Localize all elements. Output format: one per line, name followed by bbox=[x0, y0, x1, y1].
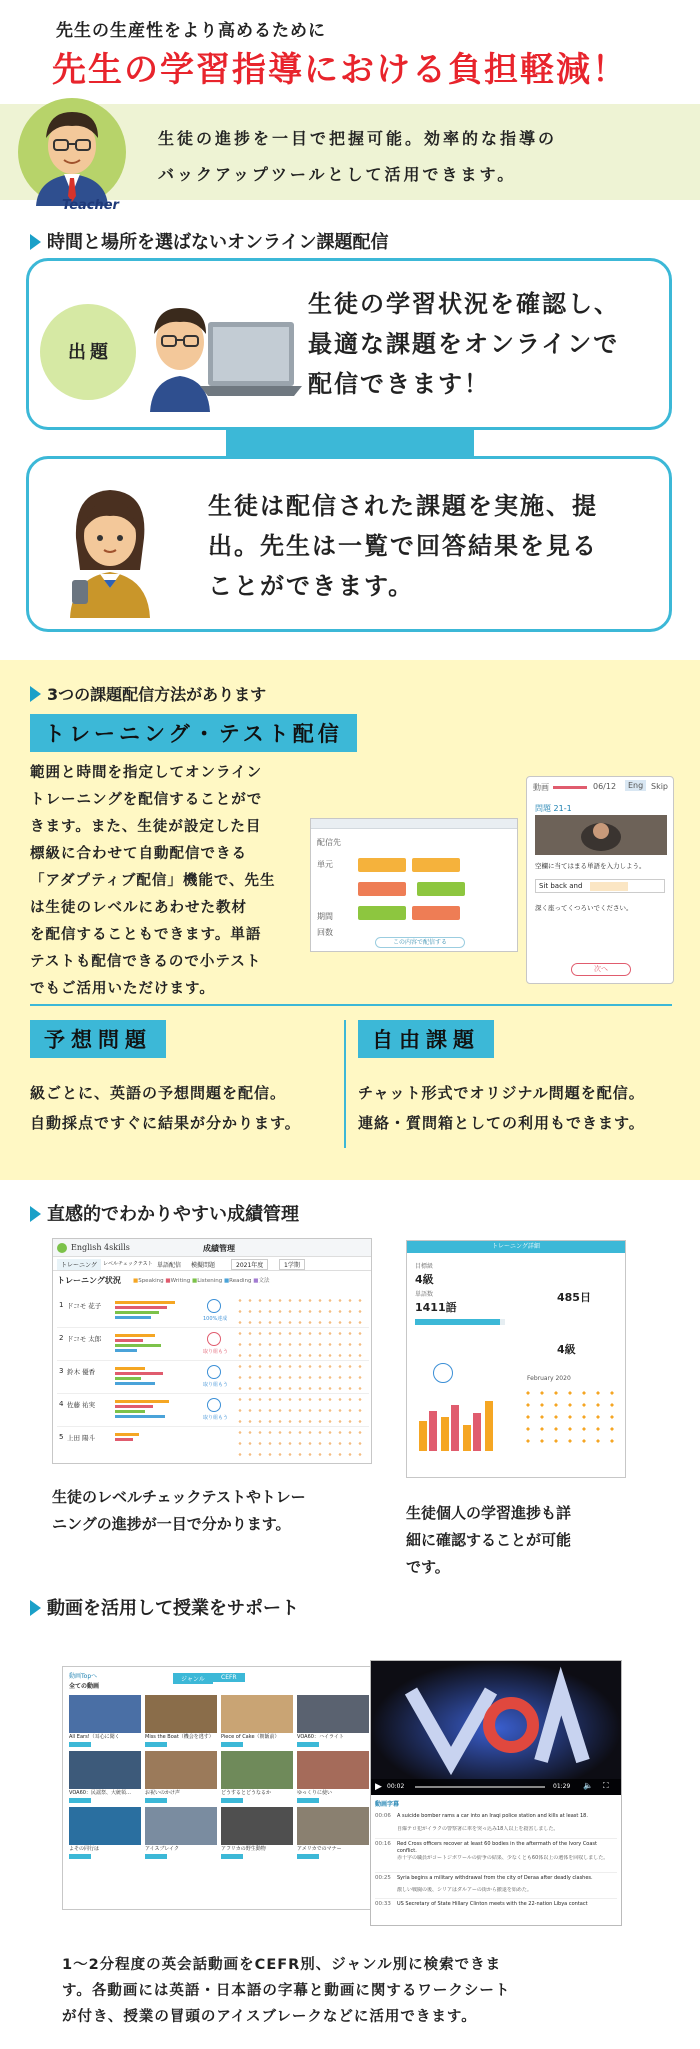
tab-level-check[interactable]: レベルチェックテスト bbox=[103, 1261, 153, 1267]
training-line: トレーニングを配信することがで bbox=[30, 792, 263, 808]
days-value: 485日 bbox=[557, 1291, 591, 1304]
methods-divider bbox=[30, 1004, 672, 1006]
student-detail-screenshot bbox=[406, 1240, 626, 1478]
smile-face-icon bbox=[207, 1299, 221, 1313]
words-value: 1411語 bbox=[415, 1301, 457, 1314]
config-row-label: 配信先 bbox=[317, 838, 341, 847]
grade-legend: ■Speaking ■Writing ■Listening ■Reading ■文法 bbox=[133, 1278, 270, 1284]
grade-table-tabs bbox=[53, 1257, 371, 1271]
video-card[interactable]: アメリカでのマナー bbox=[297, 1807, 369, 1859]
rank-value: 4級 bbox=[557, 1343, 576, 1356]
grade-table-topbar bbox=[53, 1239, 371, 1257]
training-line: 「アダプティブ配信」機能で、先生 bbox=[30, 873, 276, 889]
smile-face-icon bbox=[433, 1363, 453, 1383]
detail-bar-chart bbox=[415, 1391, 505, 1451]
video-all-label: 全ての動画 bbox=[69, 1683, 100, 1690]
smile-face-icon bbox=[207, 1365, 221, 1379]
video-card[interactable]: よその同行は bbox=[69, 1807, 141, 1859]
config-row-label: 回数 bbox=[317, 928, 333, 937]
tag-free: 自由課題 bbox=[358, 1020, 494, 1058]
transcript-list bbox=[375, 1813, 617, 1911]
calendar-grid bbox=[521, 1387, 619, 1447]
methods-heading: 3つの課題配信方法があります bbox=[30, 682, 266, 705]
intro-line-1: 生徒の進捗を一目で把握可能。効率的な指導の bbox=[158, 129, 558, 148]
table-row[interactable]: 5 上田 陽斗 bbox=[57, 1427, 369, 1457]
teacher-avatar bbox=[14, 94, 134, 214]
assign-label: 出題 bbox=[68, 342, 112, 363]
play-icon[interactable]: ▶ bbox=[375, 1782, 382, 1792]
training-line: でもご活用いただけます。 bbox=[30, 981, 215, 997]
online-heading: 時間と場所を選ばないオンライン課題配信 bbox=[30, 228, 388, 254]
tab-vocab[interactable]: 単語配信 bbox=[157, 1262, 182, 1269]
training-line: きます。また、生徒が設定した目 bbox=[30, 819, 262, 835]
video-card[interactable]: アフリカの野生動物 bbox=[221, 1807, 293, 1859]
question-hint: 深く座ってくつろいでください。 bbox=[535, 904, 633, 912]
video-grid-screenshot bbox=[62, 1666, 372, 1910]
question-prompt: 空欄に当てはまる単語を入力しよう。 bbox=[535, 862, 646, 870]
tab-mock[interactable]: 模擬問題 bbox=[191, 1262, 216, 1269]
table-row[interactable]: 4 佐藤 祐実 取り組もう bbox=[57, 1394, 369, 1427]
seek-bar[interactable] bbox=[415, 1786, 545, 1788]
grade-section-title: トレーニング状況 bbox=[57, 1276, 121, 1285]
card1-line-3: 配信できます！ bbox=[308, 370, 490, 398]
card-connector bbox=[226, 430, 474, 458]
grades-caption-left-2: ニングの進捗が一目で分かります。 bbox=[52, 1515, 291, 1533]
tag-training: トレーニング・テスト配信 bbox=[30, 714, 357, 752]
teacher-badge: Teacher bbox=[62, 198, 119, 213]
video-card[interactable]: Piece of Cake（朝飯前） bbox=[221, 1695, 293, 1747]
headline: 先生の学習指導における負担軽減！ bbox=[52, 50, 628, 90]
brand-logo-icon bbox=[57, 1243, 67, 1253]
question-photo bbox=[535, 815, 667, 855]
triangle-bullet-icon bbox=[30, 1206, 41, 1222]
training-description bbox=[30, 760, 300, 1003]
video-card[interactable]: All Ears!（耳心に聞く bbox=[69, 1695, 141, 1747]
training-line: 範囲と時間を指定してオンライン bbox=[30, 765, 263, 781]
transcript-row[interactable]: 00:16 Red Cross officers recover at least 60 bodies in the aftermath of the Ivory Coast conflict. 赤十字の職員がコートジボワールの紛争の結果、少なくとも60体以上の遺体を回収しました。 bbox=[375, 1839, 617, 1873]
phone-progress-bar bbox=[553, 786, 587, 789]
video-card[interactable]: VOA60：民謡祭、大統領… bbox=[69, 1751, 141, 1803]
grades-caption-right-3: です。 bbox=[406, 1558, 450, 1576]
card1-line-2: 最適な課題をオンラインで bbox=[308, 330, 620, 358]
video-card[interactable]: Miss the Boat（機会を逃す） bbox=[145, 1695, 217, 1747]
transcript-row[interactable]: 00:33 US Secretary of State Hillary Clinton meets with the 22-nation Libya contact bbox=[375, 1901, 588, 1907]
transcript-row[interactable]: 00:25 Syria begins a military withdrawal from the city of Deraa after deadly clashes. 激しい戦闘の後、シリアはダルアーの街から撤退を始めた。 bbox=[375, 1873, 617, 1899]
calendar-title: February 2020 bbox=[527, 1375, 571, 1382]
skip-button[interactable]: Skip bbox=[651, 782, 669, 791]
brand-name: English 4skills bbox=[71, 1243, 130, 1252]
smile-face-icon bbox=[207, 1398, 221, 1412]
grade-rows bbox=[57, 1295, 369, 1461]
term-select[interactable]: 1学期 bbox=[279, 1259, 305, 1270]
phone-counter: 06/12 bbox=[593, 782, 617, 791]
answer-input[interactable] bbox=[590, 882, 628, 891]
words-label: 単語数 bbox=[415, 1291, 434, 1298]
words-progress-fill bbox=[415, 1319, 500, 1325]
time-elapsed: 00:02 bbox=[387, 1783, 405, 1790]
transcript-title: 動画字幕 bbox=[375, 1801, 400, 1808]
video-caption-2: す。各動画には英語・日本語の字幕と動画に関するワークシート bbox=[62, 1983, 511, 1999]
video-card[interactable]: VOA60：ハイライト bbox=[297, 1695, 369, 1747]
training-line: 標級に合わせて自動配信できる bbox=[30, 846, 247, 862]
student-illustration bbox=[60, 478, 160, 618]
grades-caption-right-1: 生徒個人の学習進捗も詳 bbox=[406, 1504, 572, 1522]
skill-chip[interactable] bbox=[417, 882, 465, 896]
answer-sentence: Sit back and bbox=[539, 882, 583, 890]
training-line: テストも配信できるので小テスト bbox=[30, 954, 262, 970]
time-total: 01:29 bbox=[553, 1783, 571, 1790]
skill-chip[interactable] bbox=[358, 906, 406, 920]
triangle-bullet-icon bbox=[30, 1600, 41, 1616]
table-row[interactable]: 1 ドコモ 花子 100%達成 bbox=[57, 1295, 369, 1328]
genre-filter[interactable]: ジャンル bbox=[173, 1673, 213, 1684]
video-thumb-grid bbox=[69, 1695, 369, 1859]
fullscreen-icon[interactable]: ⛶ bbox=[603, 1781, 609, 1790]
tab-training[interactable]: トレーニング bbox=[57, 1259, 101, 1270]
table-row[interactable]: 3 鈴木 優香 取り組もう bbox=[57, 1361, 369, 1394]
question-number: 問題 21-1 bbox=[535, 804, 572, 813]
video-card[interactable]: アイスブレイク bbox=[145, 1807, 217, 1859]
video-card[interactable]: お祝いのかけ声 bbox=[145, 1751, 217, 1803]
card2-line-2: 出。先生は一覧で回答結果を見る bbox=[208, 532, 598, 560]
config-skill-chips bbox=[355, 855, 515, 927]
detail-titlebar: トレーニング詳細 bbox=[407, 1241, 625, 1253]
grade-table-screenshot bbox=[52, 1238, 372, 1464]
grade-table-title: 成績管理 bbox=[203, 1244, 235, 1253]
frown-face-icon bbox=[207, 1332, 221, 1346]
volume-icon[interactable]: 🔈 bbox=[583, 1781, 593, 1790]
answer-row bbox=[535, 879, 665, 893]
tag-forecast: 予想問題 bbox=[30, 1020, 166, 1058]
grades-caption-left-1: 生徒のレベルチェックテストやトレー bbox=[52, 1488, 306, 1506]
skill-chip[interactable] bbox=[412, 906, 460, 920]
forecast-line-2: 自動採点ですぐに結果が分かります。 bbox=[30, 1114, 301, 1132]
card1-line-1: 生徒の学習状況を確認し、 bbox=[308, 290, 620, 318]
free-line-2: 連絡・質問箱としての利用もできます。 bbox=[358, 1114, 645, 1132]
grades-heading: 直感的でわかりやすい成績管理 bbox=[30, 1200, 299, 1226]
words-progress-track bbox=[415, 1319, 505, 1325]
table-row[interactable]: 2 ドコモ 太郎 取り組もう bbox=[57, 1328, 369, 1361]
grade-dot-matrix bbox=[235, 1295, 365, 1461]
triangle-bullet-icon bbox=[30, 234, 41, 250]
phone-top-left: 動画 bbox=[533, 783, 549, 792]
skill-chip[interactable] bbox=[358, 858, 406, 872]
intro-line-2: バックアップツールとして活用できます。 bbox=[158, 165, 517, 184]
grades-caption-right-2: 細に確認することが可能 bbox=[406, 1531, 572, 1549]
methods-vertical-divider bbox=[344, 1020, 346, 1148]
voa-logo bbox=[371, 1661, 373, 1662]
config-submit-button[interactable]: この内容で配信する bbox=[375, 937, 465, 948]
next-button[interactable]: 次へ bbox=[571, 963, 631, 976]
training-line: は生徒のレベルにあわせた教材 bbox=[30, 900, 247, 916]
config-row-label: 期間 bbox=[317, 912, 333, 921]
triangle-bullet-icon bbox=[30, 686, 41, 702]
card2-line-1: 生徒は配信された課題を実施、提 bbox=[208, 492, 598, 520]
video-card[interactable]: ゆっくりに使い bbox=[297, 1751, 369, 1803]
card2-line-3: ことができます。 bbox=[208, 572, 415, 600]
level-label: 目標級 bbox=[415, 1263, 434, 1270]
skill-chip[interactable] bbox=[412, 858, 460, 872]
cefr-filter[interactable]: CEFR bbox=[213, 1673, 245, 1682]
video-caption-3: が付き、授業の冒頭のアイスブレークなどに活用できます。 bbox=[62, 2009, 477, 2025]
forecast-line-1: 級ごとに、英語の予想問題を配信。 bbox=[30, 1084, 287, 1102]
eng-toggle[interactable]: Eng bbox=[625, 780, 646, 791]
video-top-link[interactable]: 動画Topへ bbox=[69, 1673, 98, 1680]
year-select[interactable]: 2021年度 bbox=[231, 1259, 268, 1270]
training-line: を配信することもできます。単語 bbox=[30, 927, 262, 943]
assignment-config-screenshot bbox=[310, 818, 518, 952]
level-value: 4級 bbox=[415, 1273, 434, 1286]
transcript-row[interactable]: 00:06 A suicide bomber rams a car into an Iraqi police station and kills at least 18. 自爆テロ犯がイラクの警察署に車を突っ込み18人以上を殺害しました。 bbox=[375, 1813, 617, 1839]
player-controls bbox=[371, 1779, 621, 1795]
skill-chip[interactable] bbox=[358, 882, 406, 896]
config-titlebar bbox=[311, 819, 517, 829]
free-line-1: チャット形式でオリジナル問題を配信。 bbox=[358, 1084, 645, 1102]
video-frame[interactable] bbox=[371, 1661, 621, 1795]
config-row-label: 単元 bbox=[317, 860, 333, 869]
training-phone-screenshot bbox=[526, 776, 674, 984]
video-caption-1: 1〜2分程度の英会話動画をCEFR別、ジャンル別に検索できま bbox=[62, 1957, 502, 1973]
video-card[interactable]: どうするとどうなるか bbox=[221, 1751, 293, 1803]
header-subtitle: 先生の生産性をより高めるために bbox=[56, 21, 326, 41]
video-player-screenshot bbox=[370, 1660, 622, 1926]
video-heading: 動画を活用して授業をサポート bbox=[30, 1594, 299, 1620]
